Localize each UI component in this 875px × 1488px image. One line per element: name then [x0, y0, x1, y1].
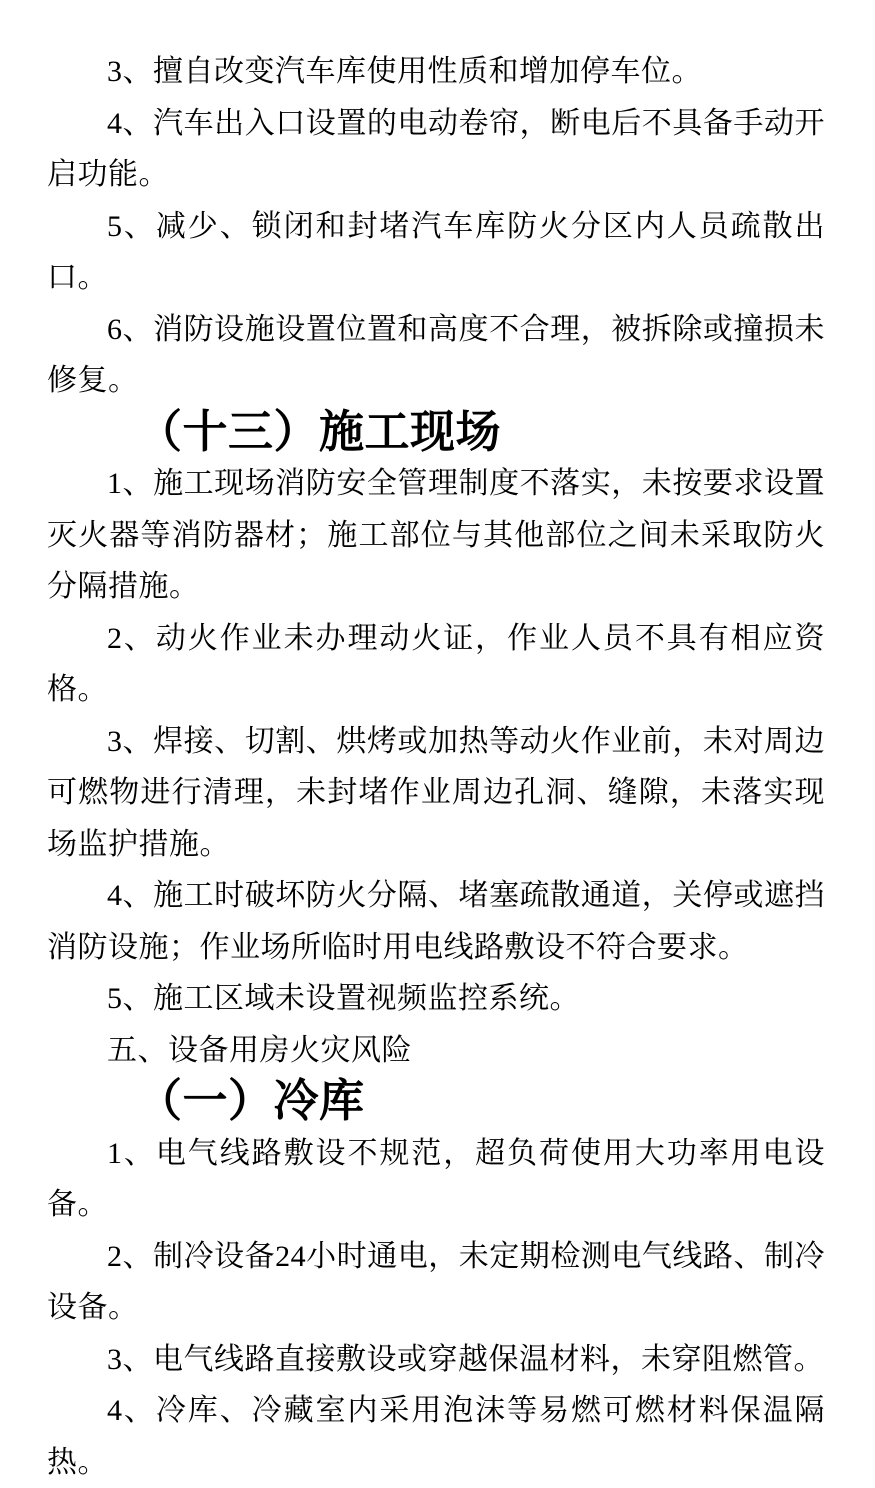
paragraph-construction-item-1: 1、施工现场消防安全管理制度不落实，未按要求设置灭火器等消防器材；施工部位与其他部位之间未采取防火分隔措施。 — [47, 467, 825, 603]
paragraph-cold-storage-item-2: 2、制冷设备24小时通电，未定期检测电气线路、制冷设备。 — [47, 1239, 825, 1324]
paragraph-construction-item-4: 4、施工时破坏防火分隔、堵塞疏散通道，关停或遮挡消防设施；作业场所临时用电线路敷设不符合要求。 — [47, 879, 825, 964]
paragraph-garage-item-4: 4、汽车出入口设置的电动卷帘，断电后不具备手动开启功能。 — [47, 106, 825, 191]
document-body — [47, 46, 825, 1488]
paragraph-cold-storage-item-3: 3、电气线路直接敷设或穿越保温材料，未穿阻燃管。 — [107, 1342, 824, 1376]
paragraph-garage-item-5: 5、减少、锁闭和封堵汽车库防火分区内人员疏散出口。 — [47, 209, 825, 294]
paragraph-construction-item-3: 3、焊接、切割、烘烤或加热等动火作业前，未对周边可燃物进行清理，未封堵作业周边孔洞、缝隙，未落实现场监护措施。 — [47, 724, 825, 861]
paragraph-garage-item-3: 3、擅自改变汽车库使用性质和增加停车位。 — [107, 55, 702, 88]
paragraph-garage-item-6: 6、消防设施设置位置和高度不合理，被拆除或撞损未修复。 — [47, 312, 825, 397]
section-heading-cold-storage: （一）冷库 — [137, 1076, 365, 1126]
paragraph-cold-storage-item-1: 1、电气线路敷设不规范，超负荷使用大功率用电设备。 — [47, 1136, 825, 1221]
paragraph-construction-item-2: 2、动火作业未办理动火证，作业人员不具有相应资格。 — [47, 621, 825, 706]
paragraph-construction-item-5: 5、施工区域未设置视频监控系统。 — [107, 982, 580, 1015]
paragraph-cold-storage-item-4: 4、冷库、冷藏室内采用泡沫等易燃可燃材料保温隔热。 — [47, 1394, 825, 1479]
chapter-title-equipment-rooms: 五、设备用房火灾风险 — [107, 1033, 412, 1067]
section-heading-construction-site: （十三）施工现场 — [137, 406, 502, 457]
